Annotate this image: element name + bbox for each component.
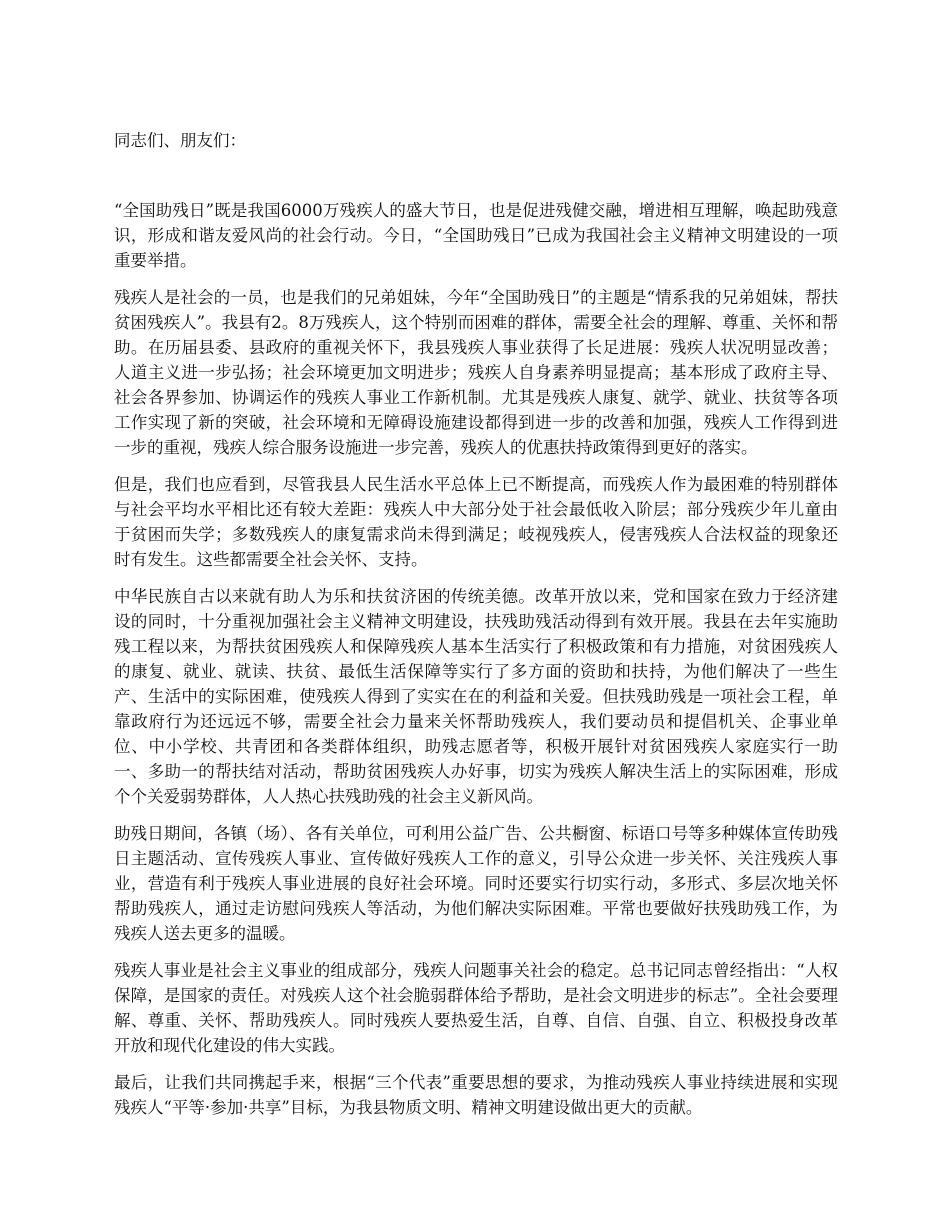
paragraph: 但是，我们也应看到，尽管我县人民生活水平总体上已不断提高，而残疾人作为最困难的特别群体与社会平均水平相比还有较大差距：残疾人中大部分处于社会最低收入阶层；部分残疾少年儿童由于贫困而失学；多数残疾人的康复需求尚未得到满足；岐视残疾人，侵害残疾人合法权益的现象还时有发生。这些都需要全社会关怀、支持。 — [114, 475, 838, 569]
paragraph: 中华民族自古以来就有助人为乐和扶贫济困的传统美德。改革开放以来，党和国家在致力于经济建设的同时，十分重视加强社会主义精神文明建设，扶残助残活动得到有效开展。我县在去年实施助残工程以来，为帮扶贫困残疾人和保障残疾人基本生活实行了积极政策和有力措施，对贫困残疾人的康复、就业、就读、扶贫、最低生活保障等实行了多方面的资助和扶持，为他们解决了一些生产、生活中的实际困难，使残疾人得到了实实在在的利益和关爱。但扶残助残是一项社会工程，单靠政府行为还远远不够，需要全社会力量来关怀帮助残疾人，我们要动员和提倡机关、企事业单位、中小学校、共青团和各类群体组织，助残志愿者等，积极开展针对贫困残疾人家庭实行一助一、多助一的帮扶结对活动，帮助贫困残疾人办好事，切实为残疾人解决生活上的实际困难，形成个个关爱弱势群体，人人热心扶残助残的社会主义新风尚。 — [114, 587, 838, 806]
paragraph: 残疾人是社会的一员，也是我们的兄弟姐妹，今年“全国助残日”的主题是“情系我的兄弟姐妹，帮扶贫困残疾人”。我县有2。8万残疾人，这个特别而困难的群体，需要全社会的理解、尊重、关怀和帮助。在历届县委、县政府的重视关怀下，我县残疾人事业获得了长足进展：残疾人状况明显改善；人道主义进一步弘扬；社会环境更加文明进步；残疾人自身素养明显提高；基本形成了政府主导、社会各界参加、协调运作的残疾人事业工作新机制。尤其是残疾人康复、就学、就业、扶贫等各项工作实现了新的突破，社会环境和无障碍设施建设都得到进一步的改善和加强，残疾人工作得到进一步的重视，残疾人综合服务设施进一步完善，残疾人的优惠扶持政策得到更好的落实。 — [114, 288, 838, 457]
paragraph: “全国助残日”既是我国6000万残疾人的盛大节日，也是促进残健交融，增进相互理解，唤起助残意识，形成和谐友爱风尚的社会行动。今日，“全国助残日”已成为我国社会主义精神文明建设的一项重要举措。 — [114, 201, 838, 270]
document-body — [114, 198, 838, 1132]
paragraph: 残疾人事业是社会主义事业的组成部分，残疾人问题事关社会的稳定。总书记同志曾经指出：“人权保障，是国家的责任。对残疾人这个社会脆弱群体给予帮助，是社会文明进步的标志”。全社会要理解、尊重、关怀、帮助残疾人。同时残疾人要热爱生活，自尊、自信、自强、自立、积极投身改革开放和现代化建设的伟大实践。 — [114, 961, 838, 1055]
salutation: 同志们、朋友们： — [114, 131, 246, 150]
paragraph: 助残日期间，各镇（场）、各有关单位，可利用公益广告、公共橱窗、标语口号等多种媒体宣传助残日主题活动、宣传残疾人事业、宣传做好残疾人工作的意义，引导公众进一步关怀、关注残疾人事业，营造有利于残疾人事业进展的良好社会环境。同时还要实行切实行动，多形式、多层次地关怀帮助残疾人，通过走访慰问残疾人等活动，为他们解决实际困难。平常也要做好扶残助残工作，为残疾人送去更多的温暖。 — [114, 824, 838, 943]
paragraph: 最后，让我们共同携起手来，根据“三个代表”重要思想的要求，为推动残疾人事业持续进展和实现残疾人“平等·参加·共享”目标，为我县物质文明、精神文明建设做出更大的贡献。 — [114, 1073, 838, 1117]
